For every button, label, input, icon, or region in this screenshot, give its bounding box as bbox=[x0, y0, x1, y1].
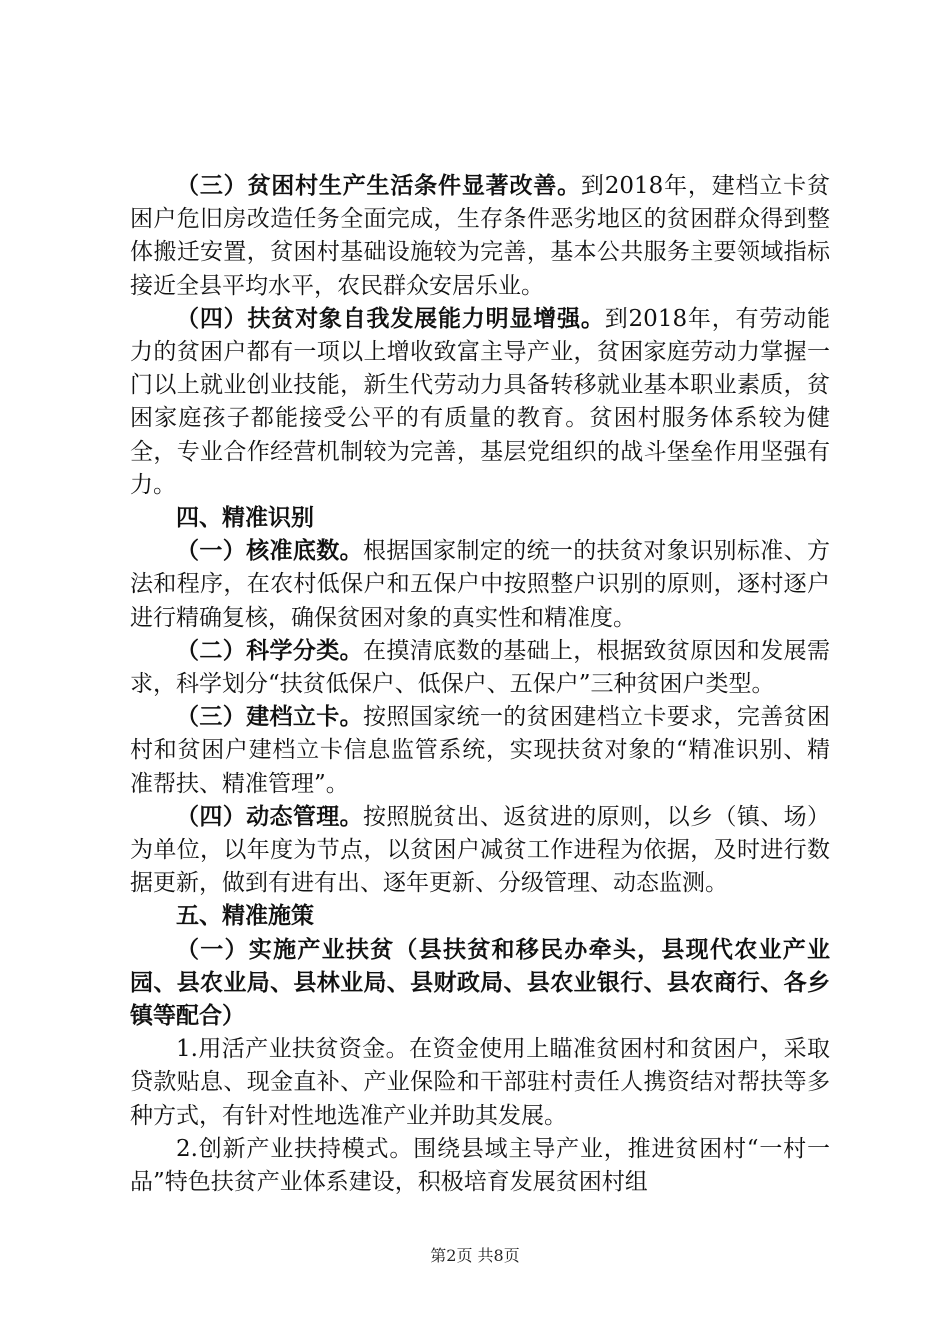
paragraph-lead: （一）核准底数。 bbox=[176, 538, 363, 565]
paragraph-self-development bbox=[130, 303, 830, 502]
paragraph-text: 在摸清底数的基础上，根据致贫原因和发展需求，科学划分“扶贫低保户、低保户、五保户”三种贫困户类型。 bbox=[130, 637, 831, 698]
document-body bbox=[130, 170, 830, 1199]
paragraph-poor-village-conditions bbox=[130, 170, 830, 303]
paragraph-text: 到2018年，建档立卡贫困户危旧房改造任务全面完成，生存条件恶劣地区的贫困群众得到整体搬迁安置，贫困村基础设施较为完善，基本公共服务主要领域指标接近全县平均水平，农民群众安居乐业。 bbox=[130, 173, 831, 299]
paragraph-industry-model: 2.创新产业扶持模式。围绕县域主导产业，推进贫困村“一村一品”特色扶贫产业体系建设，积极培育发展贫困村组 bbox=[130, 1135, 830, 1196]
paragraph-industry-funds: 1.用活产业扶贫资金。在资金使用上瞄准贫困村和贫困户，采取贷款贴息、现金直补、产业保险和干部驻村责任人携资结对帮扶等多种方式，有针对性地选准产业并助其发展。 bbox=[130, 1036, 830, 1129]
paragraph-lead: （二）科学分类。 bbox=[176, 637, 363, 664]
paragraph-lead: （三）建档立卡。 bbox=[176, 704, 363, 731]
paragraph-text: 根据国家制定的统一的扶贫对象识别标准、方法和程序，在农村低保户和五保户中按照整户识别的原则，逐村逐户进行精确复核，确保贫困对象的真实性和精准度。 bbox=[130, 538, 831, 631]
paragraph-lead: （四）扶贫对象自我发展能力明显增强。 bbox=[176, 305, 605, 332]
paragraph-verify-base bbox=[130, 535, 830, 635]
paragraph-lead: （四）动态管理。 bbox=[176, 803, 363, 830]
paragraph-classification bbox=[130, 635, 830, 701]
paragraph-text: 按照国家统一的贫困建档立卡要求，完善贫困村和贫困户建档立卡信息监管系统，实现扶贫对象的“精准识别、精准帮扶、精准管理”。 bbox=[130, 704, 831, 797]
paragraph-filing bbox=[130, 701, 830, 801]
paragraph-dynamic-management bbox=[130, 801, 830, 901]
page-number-footer: 第2页 共8页 bbox=[430, 1246, 520, 1265]
subheading-industry-poverty-alleviation: （一）实施产业扶贫（县扶贫和移民办牵头，县现代农业产业园、县农业局、县林业局、县财政局、县农业银行、县农商行、各乡镇等配合） bbox=[130, 936, 830, 1030]
paragraph-lead: （三）贫困村生产生活条件显著改善。 bbox=[176, 173, 581, 199]
section-heading-precise-policy: 五、精准施策 bbox=[176, 903, 314, 930]
section-heading-precise-identification: 四、精准识别 bbox=[176, 505, 314, 532]
paragraph-text: 到2018年，有劳动能力的贫困户都有一项以上增收致富主导产业，贫困家庭劳动力掌握一门以上就业创业技能，新生代劳动力具备转移就业基本职业素质，贫困家庭孩子都能接受公平的有质量的教育。贫困村服务体系较为健全，专业合作经营机制较为完善，基层党组织的战斗堡垒作用坚强有力。 bbox=[130, 305, 830, 498]
paragraph-text: 按照脱贫出、返贫进的原则，以乡（镇、场）为单位，以年度为节点，以贫困户减贫工作进程为依据，及时进行数据更新，做到有进有出、逐年更新、分级管理、动态监测。 bbox=[130, 803, 831, 897]
